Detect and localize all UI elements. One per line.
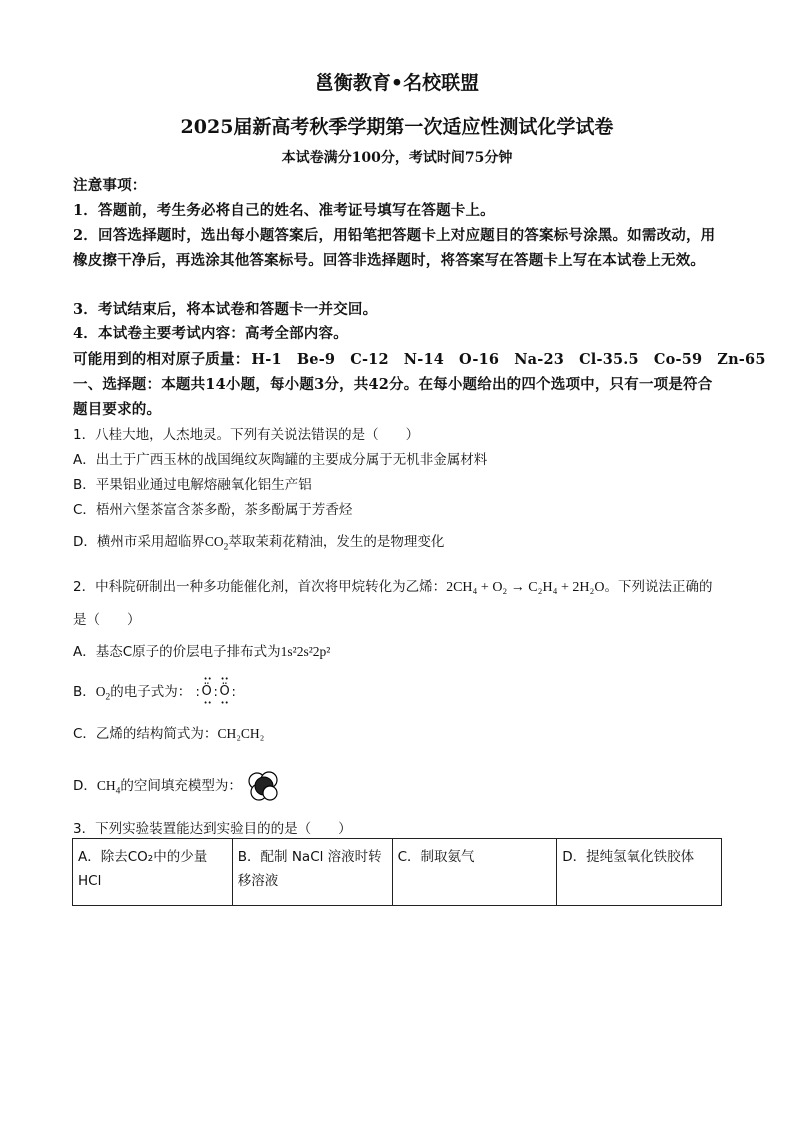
electron-config: 1s²2s²2p² xyxy=(280,644,331,659)
atomic-masses xyxy=(73,348,766,369)
q2-option-b: B．$O_2$的电子式为： •• •• : Ö : Ö : •• •• xyxy=(73,677,723,707)
mass-item: N-14 xyxy=(403,351,445,368)
q3-cell-b: B．配制 NaCl 溶液时转移溶液 xyxy=(232,839,392,906)
q1-d-post: 萃取茉莉花精油，发生的是物理变化 xyxy=(228,534,445,550)
org-title: 邕衡教育•名校联盟 xyxy=(314,72,480,94)
co2-formula: $CO_2$ xyxy=(204,534,229,553)
q1-option-c: C．梧州六堡茶富含茶多酚，茶多酚属于芳香烃 xyxy=(73,502,353,518)
q3-cell-a: A．除去CO₂中的少量HCl xyxy=(73,839,233,906)
notice-item-2: 2．回答选择题时，选出每小题答案后，用铅笔把答题卡上对应题目的答案标号涂黑。如需改动，用橡皮擦干净后，再选涂其他答案标号。回答非选择题时，将答案写在答题卡上写在本试卷上无效。 xyxy=(73,227,716,269)
q1-stem: 1．八桂大地，人杰地灵。下列有关说法错误的是（ ） xyxy=(73,427,420,443)
q1-option-a: A．出土于广西玉林的战国绳纹灰陶罐的主要成分属于无机非金属材料 xyxy=(73,452,488,468)
q3-cell-c: C．制取氨气 xyxy=(392,839,557,906)
mass-item: H-1 xyxy=(251,351,282,368)
mass-item: Co-59 xyxy=(653,351,703,368)
ethylene-formula: CH₂CH₂ xyxy=(217,726,265,741)
section-heading: 一、选择题：本题共14小题，每小题3分，共42分。在每小题给出的四个选项中，只有一项是符合题目要求的。 xyxy=(73,376,713,418)
q2-option-d: D．$CH_4$的空间填充模型为： xyxy=(73,770,723,802)
methane-space-filling-model-icon xyxy=(246,770,280,802)
notice-item-4: 4．本试卷主要考试内容：高考全部内容。 xyxy=(73,325,348,342)
q2-option-a: A．基态C原子的价层电子排布式为1s²2s²2p² xyxy=(73,644,331,660)
reaction-equation: 2CH₄ + O₂ → C₂H₄ + 2H₂O xyxy=(446,580,605,595)
q3-cell-d: D．提纯氢氧化铁胶体 xyxy=(557,839,722,906)
mass-item: O-16 xyxy=(459,351,500,368)
mass-item: Zn-65 xyxy=(717,351,766,368)
notice-item-3: 3．考试结束后，将本试卷和答题卡一并交回。 xyxy=(73,301,378,318)
mass-item: Cl-35.5 xyxy=(579,351,639,368)
q2-option-c: C．乙烯的结构简式为：CH₂CH₂ xyxy=(73,726,265,742)
notice-heading: 注意事项： xyxy=(73,177,147,194)
mass-item: Na-23 xyxy=(514,351,565,368)
q1-d-pre: D．横州市采用超临界 xyxy=(73,534,205,550)
q1-option-b: B．平果铝业通过电解熔融氧化铝生产铝 xyxy=(73,477,312,493)
mass-item: C-12 xyxy=(350,351,389,368)
notice-item-1: 1．答题前，考生务必将自己的姓名、准考证号填写在答题卡上。 xyxy=(73,202,495,219)
q1-option-d xyxy=(73,530,723,553)
exam-subtitle: 本试卷满分100分，考试时间75分钟 xyxy=(281,150,513,166)
masses-label: 可能用到的相对原子质量： xyxy=(73,351,250,368)
mass-item: Be-9 xyxy=(296,351,336,368)
exam-title: 2025届新高考秋季学期第一次适应性测试化学试卷 xyxy=(180,116,614,138)
o2-lewis-structure: •• •• : Ö : Ö : •• •• xyxy=(195,675,236,707)
q3-options-table xyxy=(72,838,722,906)
q2-stem: 2．中科院研制出一种多功能催化剂，首次将甲烷转化为乙烯：2CH₄ + O₂ → C₂H₄ + 2H₂O。下列说法正确的是（ ） xyxy=(73,579,713,628)
q3-stem: 3．下列实验装置能达到实验目的的是（ ） xyxy=(73,821,352,837)
